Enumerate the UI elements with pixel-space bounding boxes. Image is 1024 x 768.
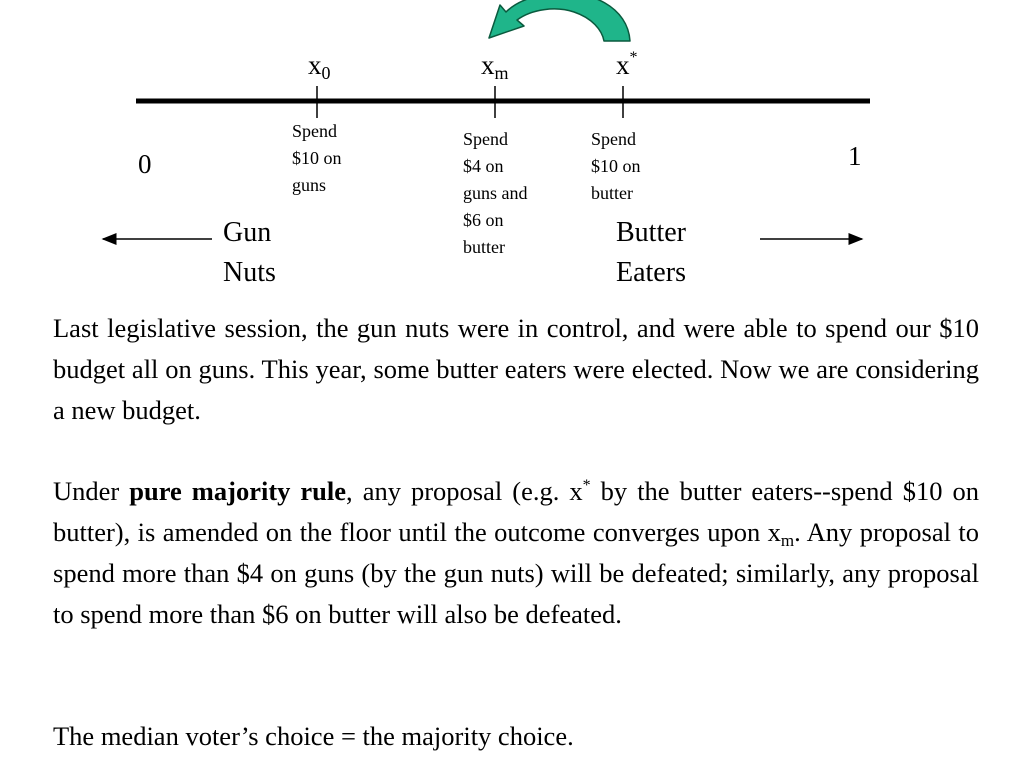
label-xstar: x* [616,49,638,80]
paragraph-1: Last legislative session, the gun nuts were in control, and were able to spend our $10 budget all on guns. This year, some butter eaters were elected. Now we are considering a new budget. [53,313,979,425]
note-xstar: Spend $10 on butter [591,129,641,203]
group-butter-eaters: Butter Eaters [616,217,686,288]
endpoint-zero: 0 [138,149,152,179]
note-x0: Spend $10 on guns [292,121,342,195]
note-xm: Spend $4 on guns and $6 on butter [463,129,528,257]
paragraph-3: The median voter’s choice = the majority choice. [53,721,574,751]
group-gun-nuts: Gun Nuts [223,217,276,288]
label-x0: $x_0$ [308,50,331,83]
endpoint-one: 1 [848,141,862,171]
paragraph-2: Under pure majority rule, any proposal (e.g. x* by the butter eaters--spend $10 on butter), is amended on the floor until the outcome converges upon $x_m$. Any proposal to spend more than $4 on guns (by the gun nuts) will be defeated; similarly, any proposal to spend more than $6 on butter will also be defeated. [53,476,979,629]
curved-arrow-icon [489,0,630,41]
bold-term: pure majority rule [129,476,347,506]
label-xm: $x_m$ [481,50,509,83]
